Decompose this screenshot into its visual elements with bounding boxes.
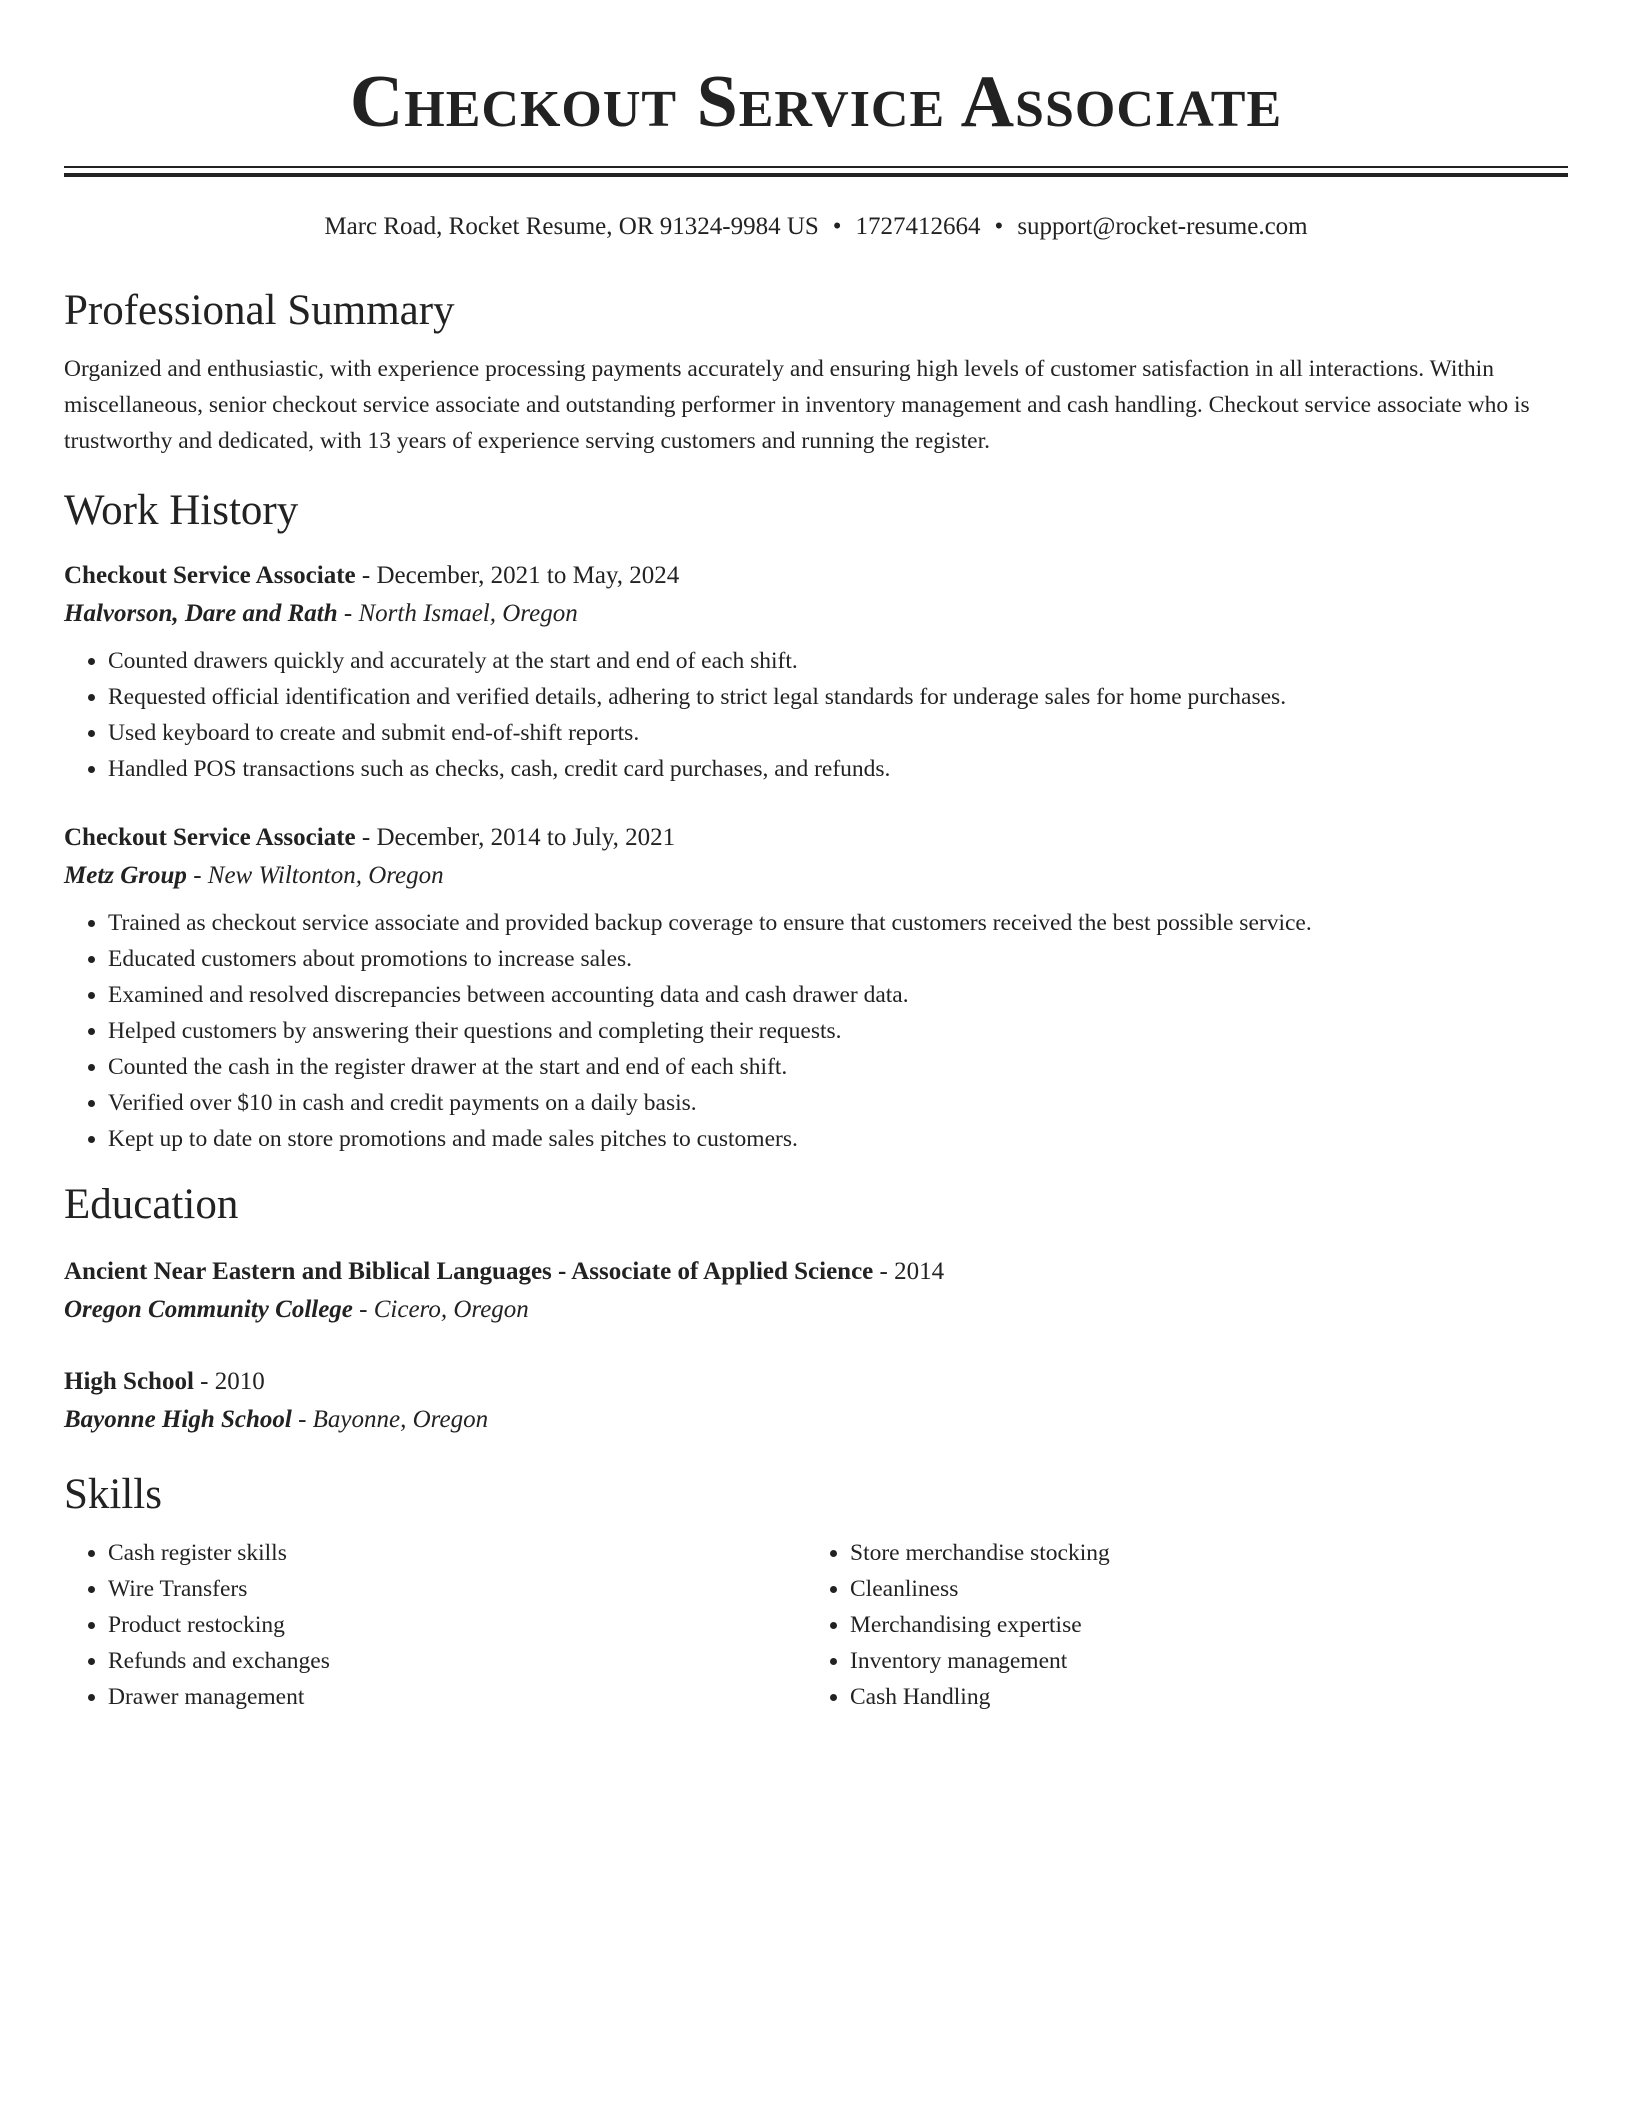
skill-item: • Cash Handling (850, 1679, 1566, 1715)
education-location: - Cicero, Oregon (352, 1296, 529, 1323)
skill-item: • Cash register skills (108, 1535, 806, 1571)
header-double-rule (64, 166, 1568, 177)
job-location: - New Wiltonton, Oregon (186, 862, 444, 889)
education-degree: Ancient Near Eastern and Biblical Languages - Associate of Applied Science (64, 1258, 874, 1285)
education-school: Oregon Community College (64, 1296, 353, 1323)
skill-item: • Product restocking (108, 1607, 806, 1643)
job-bullets (64, 905, 1568, 1157)
education-degree: High School (64, 1368, 194, 1395)
education-location: - Bayonne, Oregon (291, 1406, 489, 1433)
job-bullet: • Kept up to date on store promotions and made sales pitches to customers. (108, 1121, 1568, 1157)
skill-item: • Wire Transfers (108, 1571, 806, 1607)
job-entry (64, 819, 1568, 1157)
skill-item: • Refunds and exchanges (108, 1643, 806, 1679)
education-institution (64, 1291, 1568, 1329)
skill-item: • Drawer management (108, 1679, 806, 1715)
job-bullet: • Handled POS transactions such as checks, cash, credit card purchases, and refunds. (108, 751, 1568, 787)
education-header (64, 1253, 1568, 1291)
summary-heading: Professional Summary (64, 287, 455, 334)
job-header (64, 557, 1568, 595)
education-year: - 2010 (193, 1368, 265, 1395)
job-bullet: • Examined and resolved discrepancies between accounting data and cash drawer data. (108, 977, 1568, 1013)
job-bullets (64, 643, 1568, 787)
job-bullet: • Trained as checkout service associate and provided backup coverage to ensure that customers received the best possible service. (108, 905, 1568, 941)
job-bullet: • Educated customers about promotions to increase sales. (108, 941, 1568, 977)
job-employer (64, 857, 1568, 895)
skill-item: • Cleanliness (850, 1571, 1566, 1607)
resume-name: Checkout Service Associate (349, 61, 1283, 143)
skills-grid (64, 1535, 1568, 1715)
summary-text: Organized and enthusiastic, with experience processing payments accurately and ensuring high levels of customer satisfaction in all interactions. Within miscellaneous, senior checkout service associate and outstanding performer in inventory management and cash handling. Checkout service associate who is trustworthy and dedicated, with 13 years of experience serving customers and running the register. (64, 356, 1530, 454)
job-bullet: • Requested official identification and verified details, adhering to strict legal standards for underage sales for home purchases. (108, 679, 1568, 715)
job-entry (64, 557, 1568, 787)
job-bullet: • Verified over $10 in cash and credit payments on a daily basis. (108, 1085, 1568, 1121)
job-bullet: • Used keyboard to create and submit end-of-shift reports. (108, 715, 1568, 751)
skill-item: • Store merchandise stocking (850, 1535, 1566, 1571)
job-location: - North Ismael, Oregon (337, 600, 578, 627)
skill-item: • Merchandising expertise (850, 1607, 1566, 1643)
work-history-heading: Work History (64, 487, 299, 534)
job-title: Checkout Service Associate (64, 824, 356, 851)
contact-email: support@rocket-resume.com (1017, 213, 1308, 240)
job-dates: - December, 2014 to July, 2021 (355, 824, 676, 851)
skills-heading: Skills (64, 1471, 162, 1518)
education-year: - 2014 (873, 1258, 945, 1285)
education-school: Bayonne High School (64, 1406, 292, 1433)
job-bullet: • Helped customers by answering their questions and completing their requests. (108, 1013, 1568, 1049)
job-bullet: • Counted the cash in the register drawer at the start and end of each shift. (108, 1049, 1568, 1085)
job-company: Halvorson, Dare and Rath (64, 600, 338, 627)
education-entry (64, 1253, 1568, 1329)
skills-column-right (806, 1535, 1566, 1715)
job-header (64, 819, 1568, 857)
contact-separator: • (994, 213, 1004, 240)
contact-separator: • (832, 213, 842, 240)
job-employer (64, 595, 1568, 633)
education-entry (64, 1363, 1568, 1439)
skill-item: • Inventory management (850, 1643, 1566, 1679)
contact-line (64, 211, 1568, 243)
job-bullet: • Counted drawers quickly and accurately at the start and end of each shift. (108, 643, 1568, 679)
education-header (64, 1363, 1568, 1401)
education-heading: Education (64, 1181, 239, 1228)
skills-column-left (64, 1535, 806, 1715)
education-institution (64, 1401, 1568, 1439)
contact-address: Marc Road, Rocket Resume, OR 91324-9984 US (324, 213, 819, 240)
contact-phone: 1727412664 (855, 213, 981, 240)
job-company: Metz Group (64, 862, 187, 889)
job-title: Checkout Service Associate (64, 562, 356, 589)
job-dates: - December, 2021 to May, 2024 (355, 562, 680, 589)
